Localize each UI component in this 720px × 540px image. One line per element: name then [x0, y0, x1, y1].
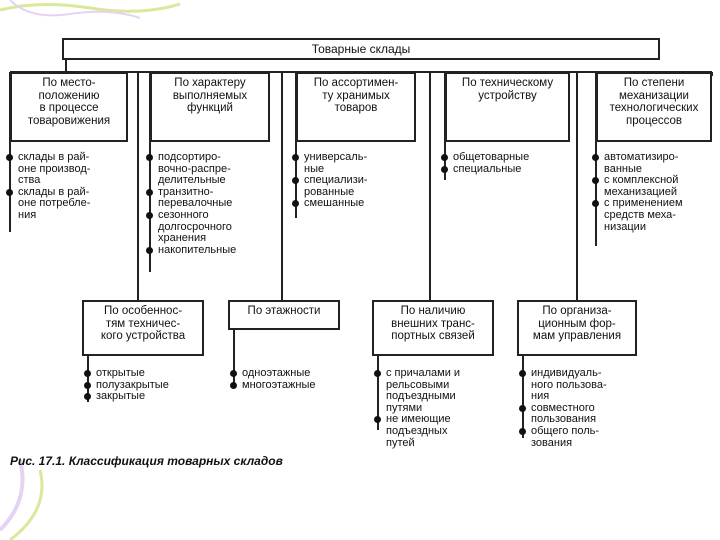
- list-item: универсаль- ные: [292, 152, 422, 175]
- figure-caption: Рис. 17.1. Классификация товарных складов: [10, 454, 283, 468]
- category-box-technical-features: По особеннос- тям техничес- кого устройства: [82, 300, 204, 356]
- list-item: склады в рай- оне производ- ства: [6, 152, 134, 187]
- category-box-location: По место- положению в процессе товаровижения: [10, 72, 128, 142]
- category-box-floors: По этажности: [228, 300, 340, 330]
- item-list-location: [6, 152, 134, 222]
- item-list-technical-features: [84, 368, 214, 403]
- item-list-assortment: [292, 152, 422, 210]
- list-item: общего поль- зования: [519, 426, 649, 449]
- category-box-functions: По характеру выполняемых функций: [150, 72, 270, 142]
- list-item: с причалами и рельсовыми подъездными путями: [374, 368, 504, 414]
- list-item: специальные: [441, 164, 571, 176]
- list-item: одноэтажные: [230, 368, 360, 380]
- category-box-assortment: По ассортимен- ту хранимых товаров: [296, 72, 416, 142]
- item-list-floors: [230, 368, 360, 391]
- category-box-transport-links: По наличию внешних транс- портных связей: [372, 300, 494, 356]
- list-item: общетоварные: [441, 152, 571, 164]
- category-box-technical-structure: По техническому устройству: [445, 72, 570, 142]
- root-node-warehouses: Товарные склады: [62, 38, 660, 60]
- list-item: многоэтажные: [230, 380, 360, 392]
- category-box-management-forms: По организа- ционным фор- мам управления: [517, 300, 637, 356]
- list-item: специализи- рованные: [292, 175, 422, 198]
- item-list-technical-structure: [441, 152, 571, 175]
- list-item: подсортиро- вочно-распре- делительные: [146, 152, 276, 187]
- list-item: индивидуаль- ного пользова- ния: [519, 368, 649, 403]
- list-item: транзитно- перевалочные: [146, 187, 276, 210]
- list-item: с комплексной механизацией: [592, 175, 716, 198]
- item-list-management-forms: [519, 368, 649, 449]
- list-item: не имеющие подъездных путей: [374, 414, 504, 449]
- item-list-transport-links: [374, 368, 504, 449]
- item-list-functions: [146, 152, 276, 256]
- list-item: автоматизиро- ванные: [592, 152, 716, 175]
- list-item: открытые: [84, 368, 214, 380]
- list-item: сезонного долгосрочного хранения: [146, 210, 276, 245]
- list-item: смешанные: [292, 198, 422, 210]
- list-item: с применением средств меха- низации: [592, 198, 716, 233]
- list-item: полузакрытые: [84, 380, 214, 392]
- item-list-mechanization: [592, 152, 716, 233]
- list-item: склады в рай- оне потребле- ния: [6, 187, 134, 222]
- list-item: совместного пользования: [519, 403, 649, 426]
- list-item: накопительные: [146, 245, 276, 257]
- list-item: закрытые: [84, 391, 214, 403]
- category-box-mechanization: По степени механизации технологических процессов: [596, 72, 712, 142]
